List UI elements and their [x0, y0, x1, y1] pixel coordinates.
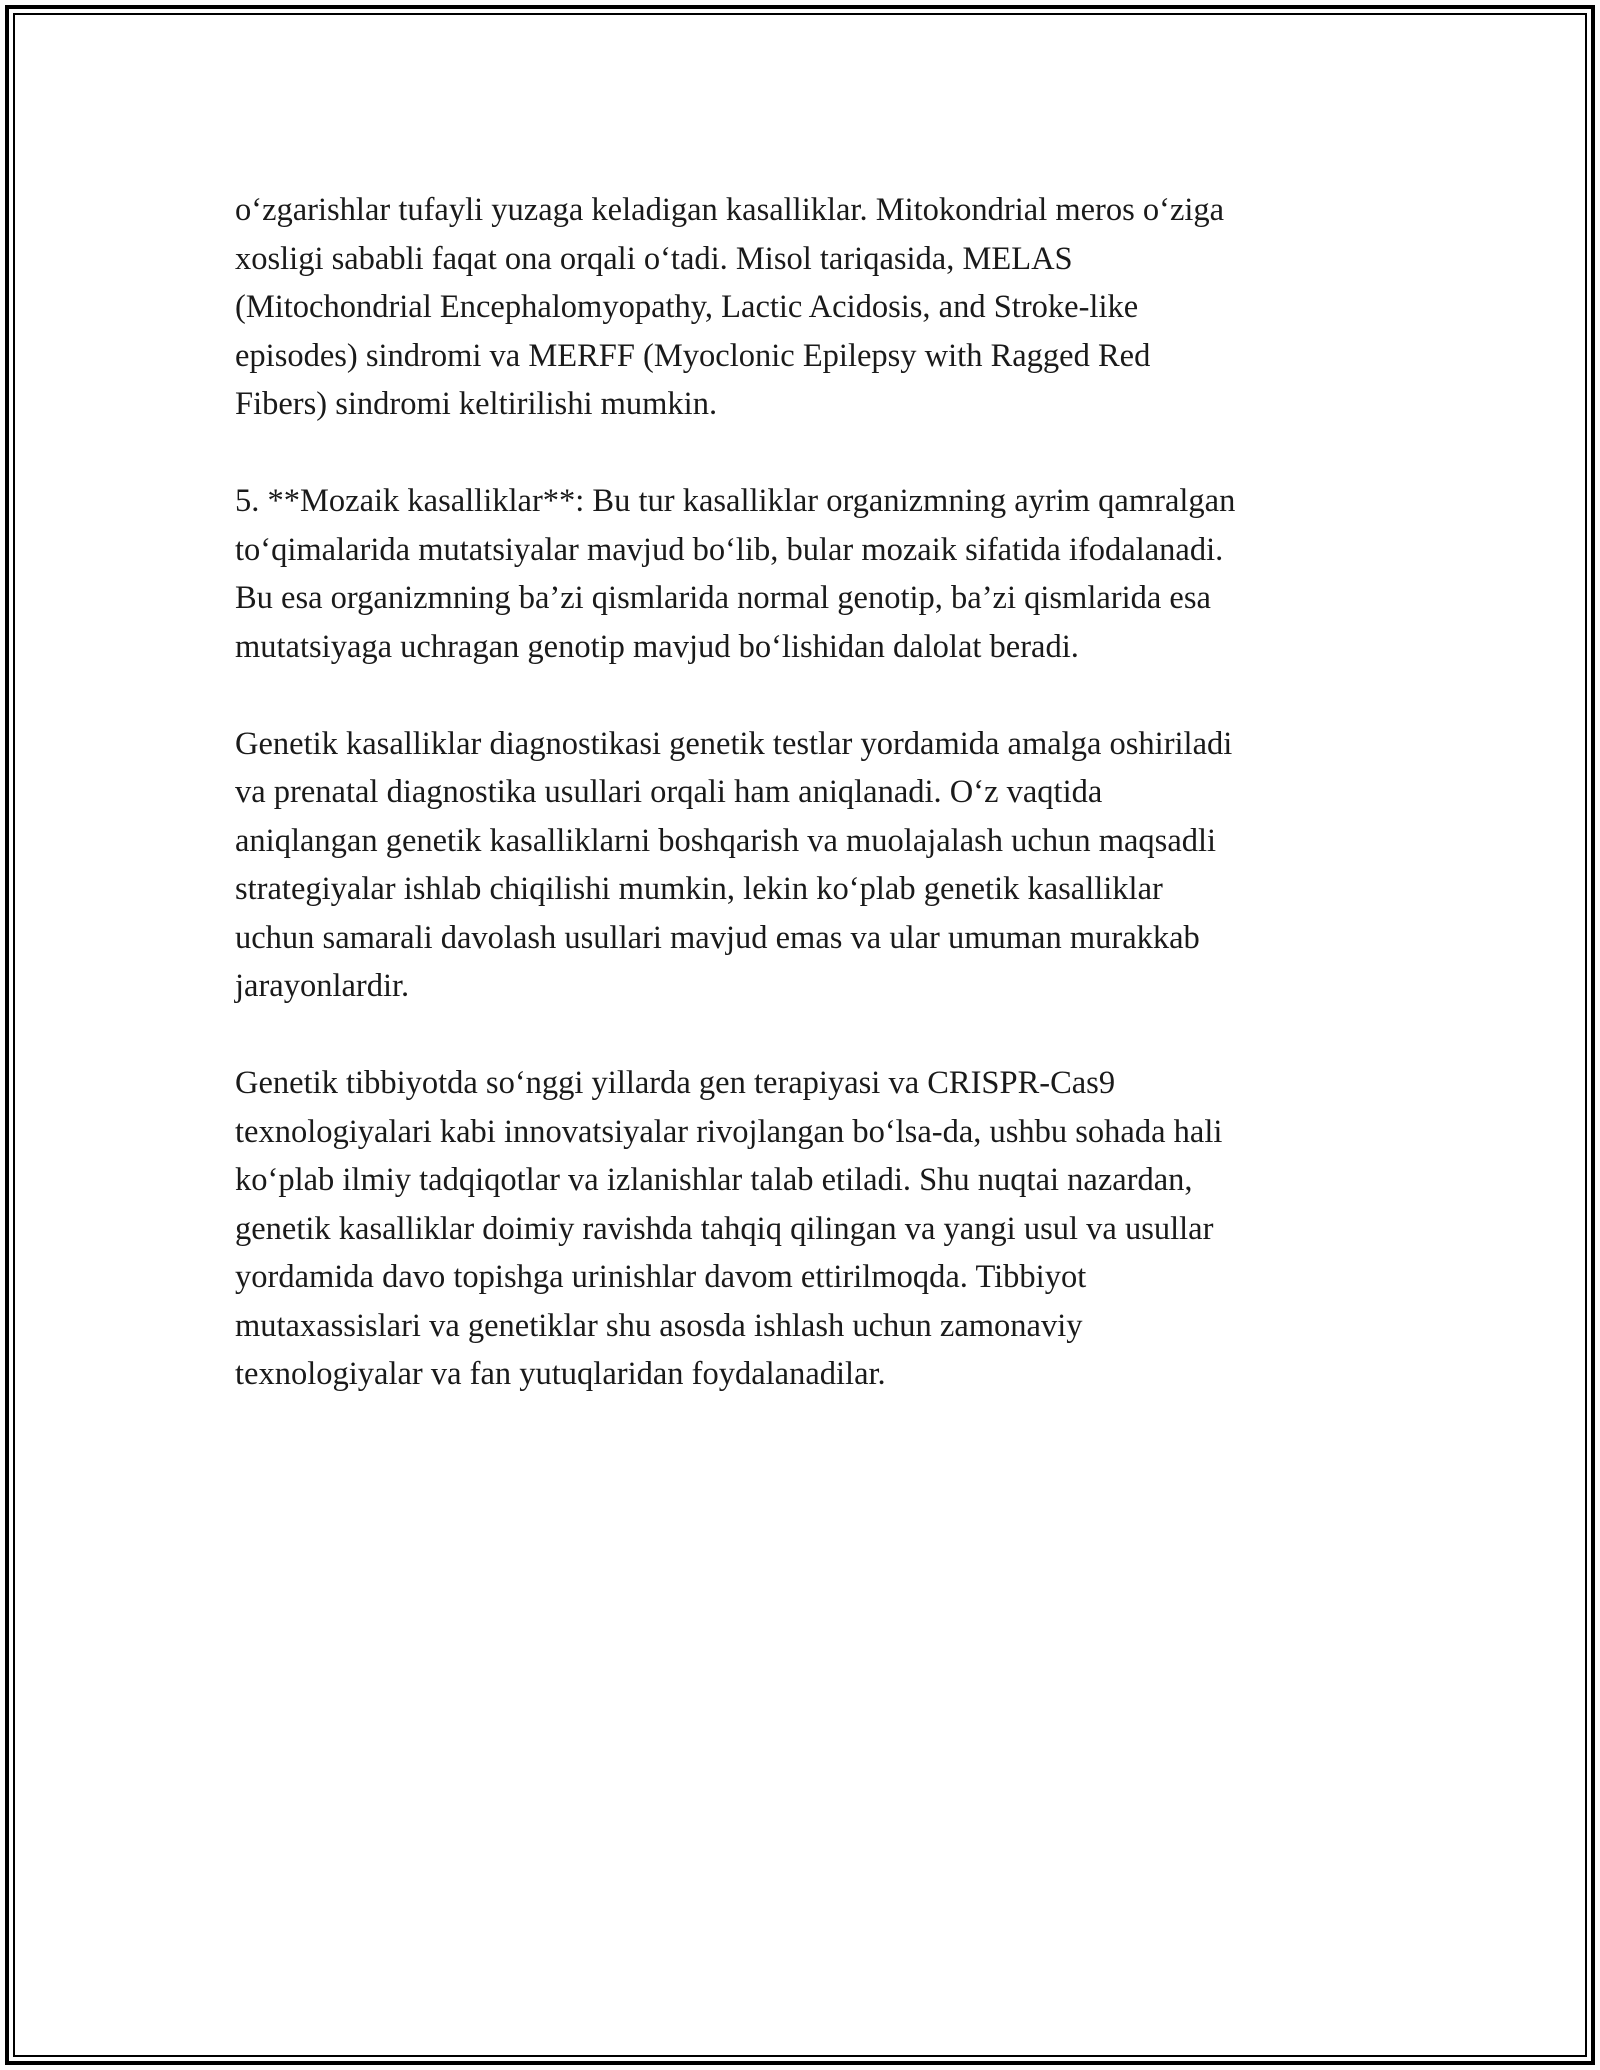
paragraph-genetic-medicine: [235, 1059, 1375, 1399]
text-line: texnologiyalar va fan yutuqlaridan foydalanadilar.: [235, 1356, 886, 1392]
text-line: strategiyalar ishlab chiqilishi mumkin, lekin ko‘plab genetik kasalliklar: [235, 871, 1163, 907]
text-line: ko‘plab ilmiy tadqiqotlar va izlanishlar talab etiladi. Shu nuqtai nazardan,: [235, 1162, 1193, 1198]
text-line: va prenatal diagnostika usullari orqali ham aniqlanadi. O‘z vaqtida: [235, 774, 1103, 810]
text-line: mutatsiyaga uchragan genotip mavjud bo‘lishidan dalolat beradi.: [235, 628, 1079, 665]
paragraph-mosaic: [235, 477, 1375, 671]
text-line: episodes) sindromi va MERFF (Myoclonic Epilepsy with Ragged Red: [235, 337, 1151, 374]
paragraph-diagnostics: [235, 720, 1375, 1011]
text-line: 5. **Mozaik kasalliklar**: Bu tur kasalliklar organizmning ayrim qamralgan: [235, 483, 1236, 519]
text-line: (Mitochondrial Encephalomyopathy, Lactic Acidosis, and Stroke-like: [235, 289, 1139, 325]
text-line: genetik kasalliklar doimiy ravishda tahqiq qilingan va yangi usul va usullar: [235, 1210, 1214, 1247]
paragraph-mitochondrial: [235, 186, 1375, 429]
text-line: xosligi sababli faqat ona orqali o‘tadi. Misol tariqasida, MELAS: [235, 240, 1073, 277]
text-line: jarayonlardir.: [235, 968, 410, 1004]
text-line: uchun samarali davolash usullari mavjud emas va ular umuman murakkab: [235, 919, 1200, 956]
text-line: to‘qimalarida mutatsiyalar mavjud bo‘lib, bular mozaik sifatida ifodalanadi.: [235, 531, 1224, 568]
text-line: texnologiyalari kabi innovatsiyalar rivojlangan bo‘lsa-da, ushbu sohada hali: [235, 1113, 1223, 1150]
text-line: Genetik tibbiyotda so‘nggi yillarda gen terapiyasi va CRISPR-Cas9: [235, 1065, 1116, 1101]
text-line: yordamida davo topishga urinishlar davom ettirilmoqda. Tibbiyot: [235, 1259, 1087, 1295]
text-line: Genetik kasalliklar diagnostikasi genetik testlar yordamida amalga oshiriladi: [235, 725, 1233, 762]
text-line: Bu esa organizmning ba’zi qismlarida normal genotip, ba’zi qismlarida esa: [235, 580, 1211, 616]
text-line: mutaxassislari va genetiklar shu asosda ishlash uchun zamonaviy: [235, 1307, 1083, 1344]
text-line: Fibers) sindromi keltirilishi mumkin.: [235, 386, 718, 422]
text-line: aniqlangan genetik kasalliklarni boshqarish va muolajalash uchun maqsadli: [235, 822, 1217, 859]
document-body: [235, 186, 1375, 1447]
text-line: o‘zgarishlar tufayli yuzaga keladigan kasalliklar. Mitokondrial meros o‘ziga: [235, 192, 1225, 228]
